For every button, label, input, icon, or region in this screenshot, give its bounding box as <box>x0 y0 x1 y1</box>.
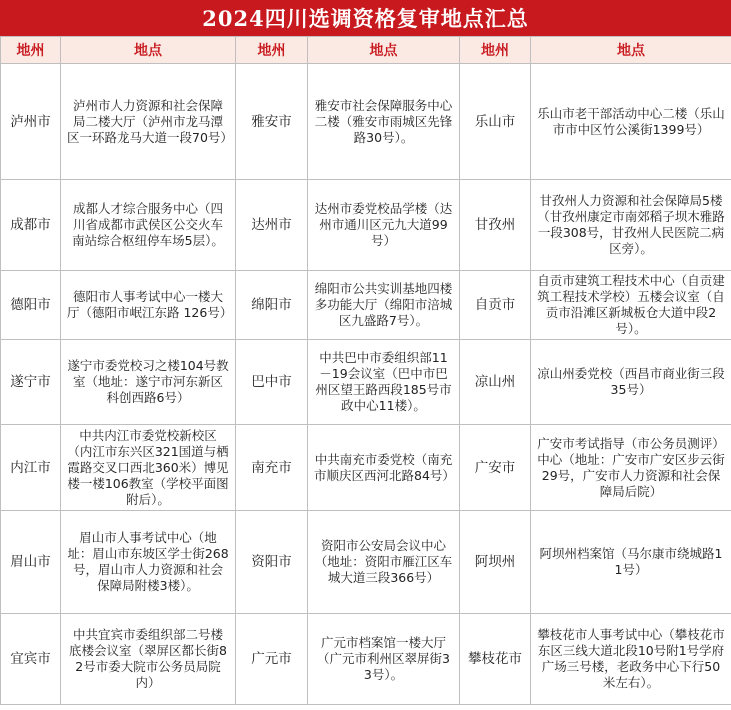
location-cell: 中共内江市委党校新校区（内江市东兴区321国道与栖霞路交叉口西北360米）博见楼一楼106教室（学校平面图附后）。 <box>61 425 236 511</box>
table-row <box>1 271 731 340</box>
location-cell: 遂宁市委党校习之楼104号教室（地址：遂宁市河东新区科创西路6号） <box>61 340 236 425</box>
table-row <box>1 180 731 271</box>
location-cell: 德阳市人事考试中心一楼大厅（德阳市岷江东路 126号） <box>61 271 236 340</box>
header-location: 地点 <box>61 37 236 64</box>
table-row <box>1 425 731 511</box>
location-cell: 资阳市公安局会议中心（地址：资阳市雁江区车城大道三段366号） <box>308 511 460 614</box>
location-cell: 泸州市人力资源和社会保障局二楼大厅（泸州市龙马潭区一环路龙马大道一段70号） <box>61 64 236 180</box>
region-cell: 德阳市 <box>1 271 61 340</box>
location-cell: 达州市委党校品学楼（达州市通川区元九大道99号） <box>308 180 460 271</box>
location-cell: 甘孜州人力资源和社会保障局5楼（甘孜州康定市南郊稻子坝木雅路一段308号，甘孜州人民医院二病区旁）。 <box>531 180 731 271</box>
header-region: 地州 <box>1 37 61 64</box>
region-cell: 内江市 <box>1 425 61 511</box>
location-cell: 中共南充市委党校（南充市顺庆区西河北路84号） <box>308 425 460 511</box>
location-cell: 雅安市社会保障服务中心二楼（雅安市雨城区先锋路30号）。 <box>308 64 460 180</box>
region-cell: 达州市 <box>236 180 308 271</box>
location-cell: 阿坝州档案馆（马尔康市绕城路11号） <box>531 511 731 614</box>
region-cell: 泸州市 <box>1 64 61 180</box>
header-location: 地点 <box>531 37 731 64</box>
location-cell: 中共宜宾市委组织部二号楼底楼会议室（翠屏区都长街82号市委大院市公务员局院内） <box>61 614 236 705</box>
location-cell: 中共巴中市委组织部11－19会议室（巴中市巴州区望王路西段185号市政中心11楼）。 <box>308 340 460 425</box>
table-row <box>1 511 731 614</box>
region-cell: 巴中市 <box>236 340 308 425</box>
location-cell: 广安市考试指导（市公务员测评）中心（地址：广安市广安区步云街29号，广安市人力资源和社会保障局后院） <box>531 425 731 511</box>
header-row <box>1 37 731 64</box>
region-cell: 广安市 <box>460 425 531 511</box>
region-cell: 眉山市 <box>1 511 61 614</box>
location-cell: 广元市档案馆一楼大厅（广元市利州区翠屏街33号）。 <box>308 614 460 705</box>
region-cell: 宜宾市 <box>1 614 61 705</box>
region-cell: 攀枝花市 <box>460 614 531 705</box>
location-cell: 凉山州委党校（西昌市商业街三段35号） <box>531 340 731 425</box>
region-cell: 自贡市 <box>460 271 531 340</box>
region-cell: 凉山州 <box>460 340 531 425</box>
region-cell: 南充市 <box>236 425 308 511</box>
table-row <box>1 614 731 705</box>
location-cell: 自贡市建筑工程技术中心（自贡建筑工程技术学校）五楼会议室（自贡市沿滩区新城板仓大道中段2号）。 <box>531 271 731 340</box>
location-cell: 乐山市老干部活动中心二楼（乐山市市中区竹公溪街1399号） <box>531 64 731 180</box>
header-region: 地州 <box>236 37 308 64</box>
region-cell: 资阳市 <box>236 511 308 614</box>
table-row <box>1 64 731 180</box>
region-cell: 甘孜州 <box>460 180 531 271</box>
region-cell: 阿坝州 <box>460 511 531 614</box>
location-cell: 成都人才综合服务中心（四川省成都市武侯区公交火车南站综合枢纽停车场5层）。 <box>61 180 236 271</box>
location-table <box>0 36 731 705</box>
region-cell: 广元市 <box>236 614 308 705</box>
region-cell: 绵阳市 <box>236 271 308 340</box>
region-cell: 乐山市 <box>460 64 531 180</box>
region-cell: 成都市 <box>1 180 61 271</box>
location-cell: 眉山市人事考试中心（地址：眉山市东坡区学士街268号，眉山市人力资源和社会保障局附楼3楼）。 <box>61 511 236 614</box>
location-cell: 绵阳市公共实训基地四楼多功能大厅（绵阳市涪城区九盛路7号）。 <box>308 271 460 340</box>
header-location: 地点 <box>308 37 460 64</box>
header-region: 地州 <box>460 37 531 64</box>
region-cell: 雅安市 <box>236 64 308 180</box>
region-cell: 遂宁市 <box>1 340 61 425</box>
page-title: 2024四川选调资格复审地点汇总 <box>0 0 731 36</box>
table-row <box>1 340 731 425</box>
location-cell: 攀枝花市人事考试中心（攀枝花市东区三线大道北段10号附1号学府广场三号楼，老政务中心下行50米左右）。 <box>531 614 731 705</box>
